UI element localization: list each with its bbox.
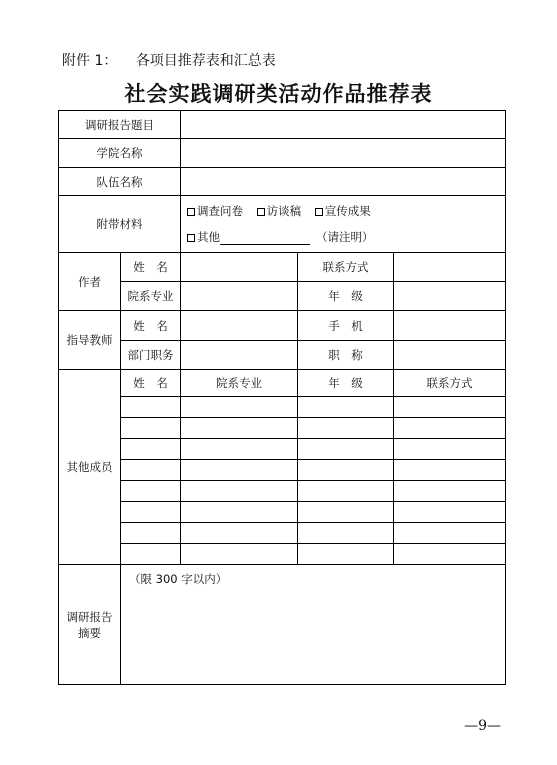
advisor-phone-label: 手 机	[298, 311, 394, 341]
member-major-cell[interactable]	[181, 439, 298, 460]
abstract-field[interactable]	[121, 565, 506, 685]
checkbox-icon	[315, 208, 323, 216]
member-row	[59, 418, 506, 439]
team-label: 队伍名称	[59, 168, 181, 196]
member-contact-cell[interactable]	[394, 523, 506, 544]
attachment-label: 附件 1：	[62, 53, 118, 69]
members-label: 其他成员	[59, 370, 121, 565]
member-major-cell[interactable]	[181, 544, 298, 565]
option-publicity[interactable]: 宣传成果	[315, 203, 371, 219]
member-name-cell[interactable]	[121, 544, 181, 565]
report-title-row	[59, 111, 506, 139]
author-grade-label: 年 级	[298, 282, 394, 311]
option-interview[interactable]: 访谈稿	[257, 203, 302, 219]
attachment-title: 各项目推荐表和汇总表	[135, 53, 276, 69]
member-name-cell[interactable]	[121, 460, 181, 481]
member-grade-cell[interactable]	[298, 481, 394, 502]
member-contact-cell[interactable]	[394, 460, 506, 481]
other-note: （请注明）	[316, 230, 374, 244]
member-row	[59, 439, 506, 460]
attachments-label: 附带材料	[59, 196, 181, 253]
author-contact-field[interactable]	[394, 253, 506, 282]
member-grade-cell[interactable]	[298, 439, 394, 460]
report-title-field[interactable]	[181, 111, 506, 139]
member-name-cell[interactable]	[121, 523, 181, 544]
author-contact-label: 联系方式	[298, 253, 394, 282]
member-grade-cell[interactable]	[298, 523, 394, 544]
advisor-phone-field[interactable]	[394, 311, 506, 341]
member-row	[59, 460, 506, 481]
member-contact-cell[interactable]	[394, 418, 506, 439]
author-major-label: 院系专业	[121, 282, 181, 311]
member-name-cell[interactable]	[121, 481, 181, 502]
member-row	[59, 523, 506, 544]
member-contact-cell[interactable]	[394, 502, 506, 523]
team-field[interactable]	[181, 168, 506, 196]
college-field[interactable]	[181, 139, 506, 168]
members-col-major: 院系专业	[181, 370, 298, 397]
member-grade-cell[interactable]	[298, 460, 394, 481]
member-major-cell[interactable]	[181, 418, 298, 439]
member-grade-cell[interactable]	[298, 502, 394, 523]
recommendation-form	[58, 110, 506, 685]
abstract-row	[59, 565, 506, 685]
report-title-label: 调研报告题目	[59, 111, 181, 139]
members-col-contact: 联系方式	[394, 370, 506, 397]
advisor-name-field[interactable]	[181, 311, 298, 341]
attachments-options	[181, 196, 506, 253]
member-contact-cell[interactable]	[394, 397, 506, 418]
advisor-label: 指导教师	[59, 311, 121, 370]
member-row	[59, 544, 506, 565]
advisor-name-label: 姓 名	[121, 311, 181, 341]
college-row	[59, 139, 506, 168]
member-name-cell[interactable]	[121, 397, 181, 418]
member-major-cell[interactable]	[181, 397, 298, 418]
attachments-row	[59, 196, 506, 253]
checkbox-icon	[187, 208, 195, 216]
advisor-title-label: 职 称	[298, 341, 394, 370]
member-major-cell[interactable]	[181, 502, 298, 523]
members-col-name: 姓 名	[121, 370, 181, 397]
author-label: 作者	[59, 253, 121, 311]
members-header-row	[59, 370, 506, 397]
author-name-label: 姓 名	[121, 253, 181, 282]
member-row	[59, 397, 506, 418]
advisor-row-2	[59, 341, 506, 370]
advisor-dept-field[interactable]	[181, 341, 298, 370]
checkbox-icon	[187, 234, 195, 242]
advisor-row-1	[59, 311, 506, 341]
checkbox-icon	[257, 208, 265, 216]
member-row	[59, 481, 506, 502]
member-grade-cell[interactable]	[298, 544, 394, 565]
author-grade-field[interactable]	[394, 282, 506, 311]
option-other[interactable]: 其他	[187, 230, 220, 244]
author-name-field[interactable]	[181, 253, 298, 282]
member-name-cell[interactable]	[121, 502, 181, 523]
member-contact-cell[interactable]	[394, 439, 506, 460]
member-grade-cell[interactable]	[298, 397, 394, 418]
option-questionnaire[interactable]: 调查问卷	[187, 203, 243, 219]
member-major-cell[interactable]	[181, 523, 298, 544]
member-name-cell[interactable]	[121, 439, 181, 460]
member-contact-cell[interactable]	[394, 481, 506, 502]
abstract-note: （限 300 字以内）	[129, 572, 228, 586]
other-blank-line[interactable]	[220, 234, 310, 245]
member-grade-cell[interactable]	[298, 418, 394, 439]
author-row-2	[59, 282, 506, 311]
author-row-1	[59, 253, 506, 282]
member-name-cell[interactable]	[121, 418, 181, 439]
abstract-label: 调研报告 摘要	[59, 565, 121, 685]
member-row	[59, 502, 506, 523]
attachment-header	[62, 50, 276, 70]
author-major-field[interactable]	[181, 282, 298, 311]
advisor-title-field[interactable]	[394, 341, 506, 370]
member-major-cell[interactable]	[181, 481, 298, 502]
college-label: 学院名称	[59, 139, 181, 168]
advisor-dept-label: 部门职务	[121, 341, 181, 370]
page-title: 社会实践调研类活动作品推荐表	[124, 81, 433, 106]
member-major-cell[interactable]	[181, 460, 298, 481]
members-col-grade: 年 级	[298, 370, 394, 397]
page-number: —9—	[464, 718, 501, 734]
member-contact-cell[interactable]	[394, 544, 506, 565]
team-row	[59, 168, 506, 196]
